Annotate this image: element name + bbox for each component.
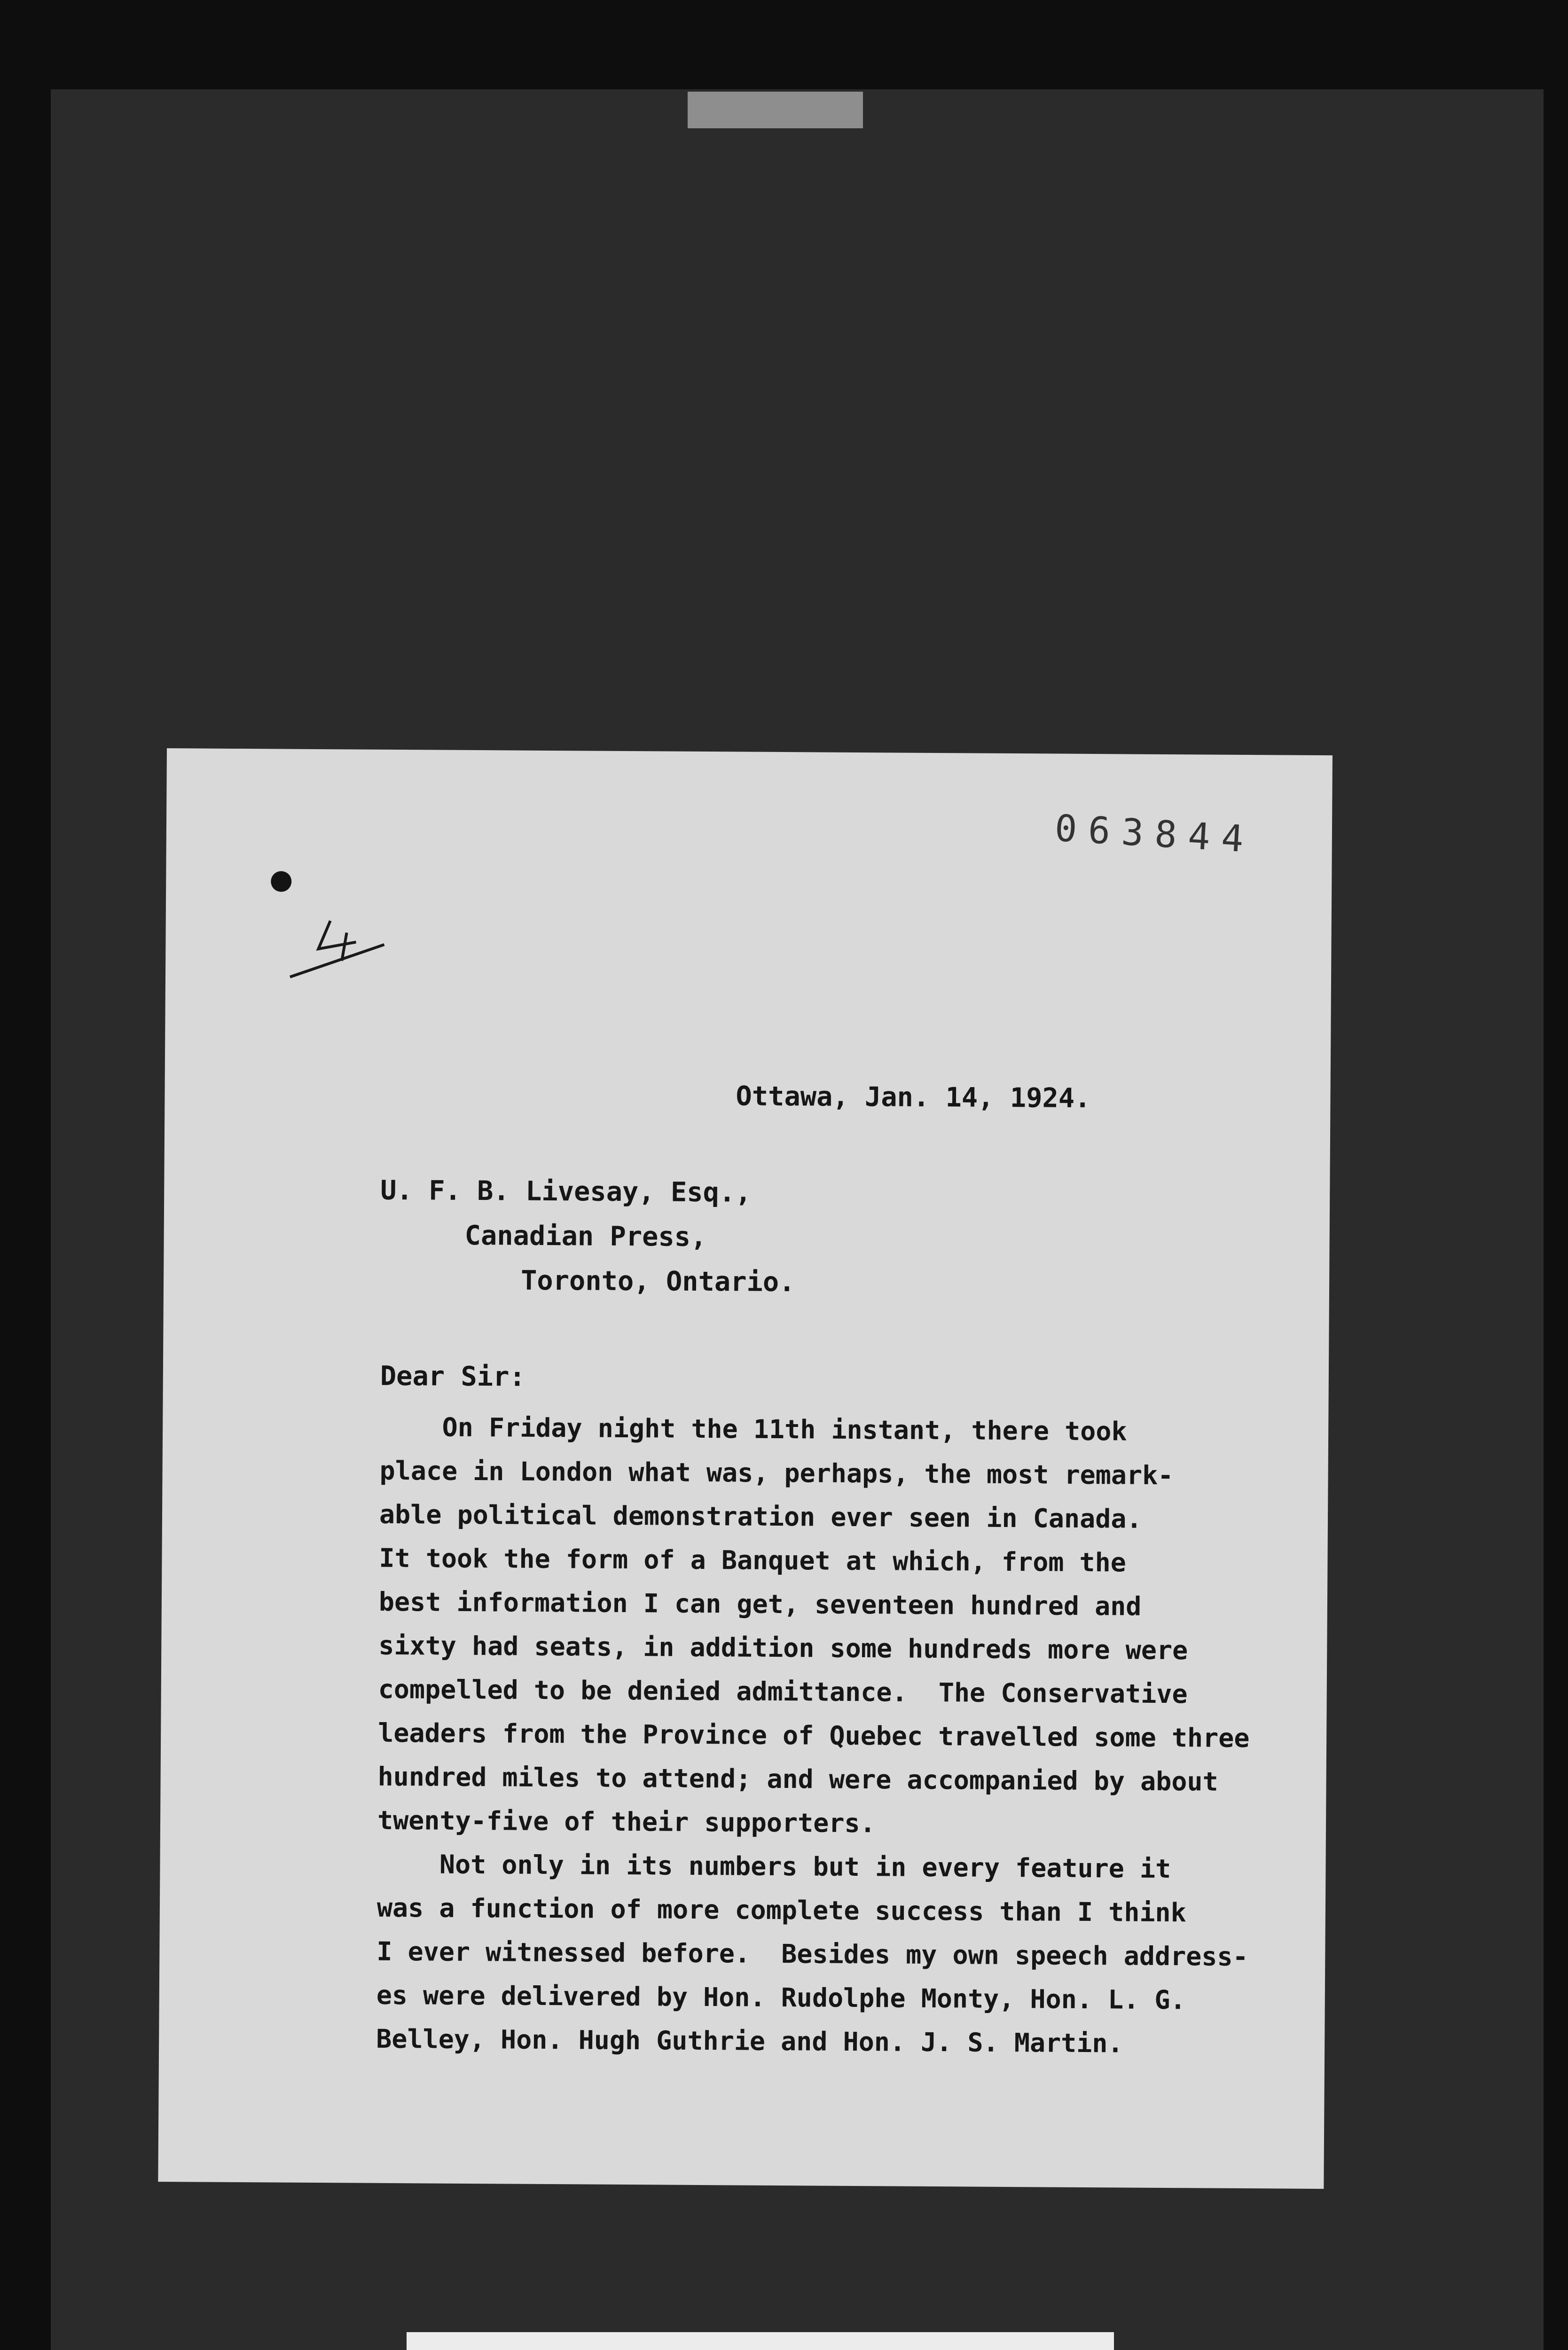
paper-clip-tab xyxy=(688,92,863,128)
typed-letter-page xyxy=(158,748,1333,2189)
salutation: Dear Sir: xyxy=(380,1360,525,1393)
document-number: 063844 xyxy=(1053,807,1256,862)
address-line: Canadian Press, xyxy=(464,1220,707,1253)
address-line: U. F. B. Livesay, Esq., xyxy=(380,1175,752,1208)
address-line: Toronto, Ontario. xyxy=(520,1265,795,1298)
punch-hole xyxy=(271,871,291,892)
citation-label xyxy=(407,2332,1114,2350)
handwritten-folio-mark xyxy=(285,916,389,982)
letter-date: Ottawa, Jan. 14, 1924. xyxy=(736,1081,1091,1114)
letter-body: On Friday night the 11th instant, there took place in London what was, perhaps, the most remark- able political demonstration ever seen in Canada. It took the form of a Banquet at which, from the best information I can get, seventeen hundred and sixty had seats, in addition some hundreds more were compelled to be denied admittance. The Conservative leaders from the Province of Quebec travelled some three hundred miles to attend; and were accompanied by about twenty-five of their supporters. Not only in its numbers but in every feature it was a function of more complete success than I think I ever witnessed before. Besides my own speech address- es were delivered by Hon. Rudolphe Monty, Hon. L. G. Belley, Hon. Hugh Guthrie and Hon. J. S. Martin. xyxy=(376,1411,1250,2059)
